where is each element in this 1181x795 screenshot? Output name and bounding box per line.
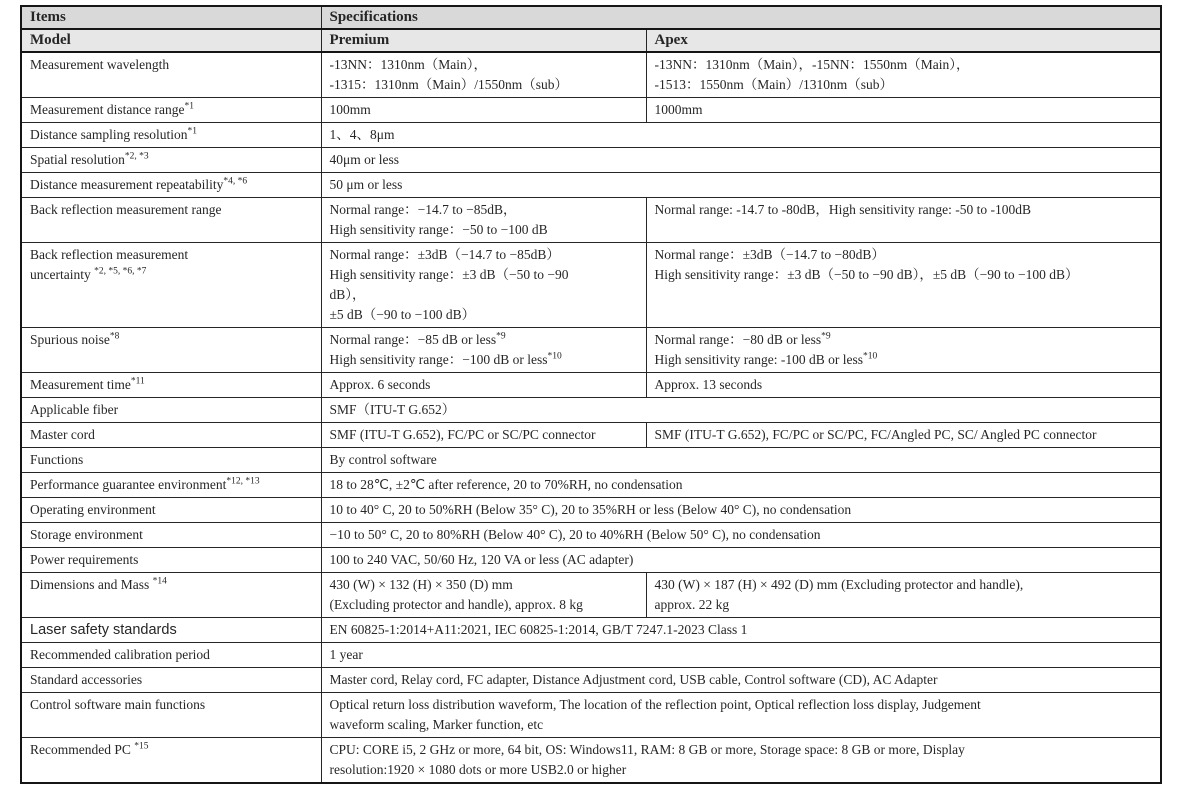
text-line: Back reflection measurement range xyxy=(30,202,222,217)
apex-cell xyxy=(646,98,1161,123)
text-line: 1 year xyxy=(329,647,363,662)
text-line: resolution:1920 × 1080 dots or more USB2.0 or higher xyxy=(329,762,627,777)
text-line: -13NN：1310nm（Main）， xyxy=(329,57,487,72)
text-line: 100 to 240 VAC, 50/60 Hz, 120 VA or less (AC adapter) xyxy=(329,552,634,567)
text-line: High sensitivity range：−100 dB or less$^{*10}$ xyxy=(329,351,562,367)
text-line: Optical return loss distribution waveform, The location of the reflection point, Optical reflection loss display, Judgement xyxy=(329,697,981,712)
text-line: Measurement time$^{*11}$ xyxy=(30,376,145,392)
text-line: Recommended calibration period xyxy=(30,647,210,662)
premium-cell xyxy=(321,198,646,243)
footnote-marker: *10 xyxy=(547,351,562,362)
item-cell xyxy=(21,548,321,573)
text-line: Normal range：−80 dB or less$^{*9}$ xyxy=(654,331,831,347)
header-row-items xyxy=(21,6,1161,29)
text-line: Master cord xyxy=(30,427,95,442)
text-line: −10 to 50° C, 20 to 80%RH (Below 40° C), 20 to 40%RH (Below 50° C), no condensation xyxy=(329,527,821,542)
footnote-marker: *1 xyxy=(184,101,194,112)
premium-cell xyxy=(321,328,646,373)
header-specifications: Specifications xyxy=(321,6,1161,29)
text-line: 10 to 40° C, 20 to 50%RH (Below 35° C), 20 to 35%RH or less (Below 40° C), no condensation xyxy=(329,502,852,517)
text-line: uncertainty $^{*2, *5, *6, *7}$ xyxy=(30,266,147,282)
item-cell xyxy=(21,668,321,693)
text-line: 50 μm or less xyxy=(329,177,403,192)
footnote-marker: *9 xyxy=(821,331,831,342)
table-row xyxy=(21,198,1161,243)
apex-cell xyxy=(646,573,1161,618)
item-cell xyxy=(21,373,321,398)
text-line: Applicable fiber xyxy=(30,402,119,417)
text-line: Normal range：±3dB（−14.7 to −85dB） xyxy=(329,247,560,262)
text-line: Spatial resolution$^{*2, *3}$ xyxy=(30,151,149,167)
text-line: approx. 22 kg xyxy=(654,597,730,612)
spec-cell xyxy=(321,123,1161,148)
footnote-marker: *10 xyxy=(862,351,878,362)
text-line: Spurious noise$^{*8}$ xyxy=(30,331,120,347)
item-cell xyxy=(21,693,321,738)
table-header xyxy=(21,6,1161,52)
footnote-marker: *14 xyxy=(152,576,167,587)
spec-cell xyxy=(321,173,1161,198)
spec-cell xyxy=(321,738,1161,784)
item-cell xyxy=(21,398,321,423)
text-line: Normal range：±3dB（−14.7 to −80dB） xyxy=(654,247,885,262)
item-cell xyxy=(21,523,321,548)
text-line: dB）， xyxy=(329,287,366,302)
text-line: Control software main functions xyxy=(30,697,206,712)
premium-cell xyxy=(321,98,646,123)
text-line: SMF (ITU-T G.652), FC/PC or SC/PC connector xyxy=(329,427,596,442)
table-row xyxy=(21,448,1161,473)
text-line: 100mm xyxy=(329,102,371,117)
footnote-marker: *12, *13 xyxy=(226,476,260,487)
header-items: Items xyxy=(21,6,321,29)
item-cell xyxy=(21,738,321,784)
table-row xyxy=(21,173,1161,198)
footnote-marker: *1 xyxy=(187,126,197,137)
apex-cell xyxy=(646,328,1161,373)
spec-cell xyxy=(321,548,1161,573)
text-line: Performance guarantee environment$^{*12, *13}$ xyxy=(30,476,260,492)
text-line: Measurement wavelength xyxy=(30,57,170,72)
footnote-marker: *8 xyxy=(109,331,120,342)
apex-cell xyxy=(646,52,1161,98)
item-cell xyxy=(21,123,321,148)
premium-cell xyxy=(321,573,646,618)
text-line: 430 (W) × 187 (H) × 492 (D) mm (Excluding protector and handle), xyxy=(654,577,1024,592)
text-line: SMF (ITU-T G.652), FC/PC or SC/PC, FC/Angled PC, SC/ Angled PC connector xyxy=(654,427,1097,442)
header-model: Model xyxy=(21,29,321,52)
item-cell xyxy=(21,448,321,473)
spec-cell xyxy=(321,643,1161,668)
text-line: Normal range: -14.7 to -80dB，High sensitivity range: -50 to -100dB xyxy=(654,202,1031,217)
text-line: -1315：1310nm（Main）/1550nm（sub） xyxy=(329,77,568,92)
table-row xyxy=(21,498,1161,523)
table-row xyxy=(21,148,1161,173)
spec-cell xyxy=(321,148,1161,173)
text-line: Distance measurement repeatability$^{*4, *6}$ xyxy=(30,176,248,192)
text-line: Operating environment xyxy=(30,502,156,517)
table-row xyxy=(21,738,1161,784)
item-cell xyxy=(21,148,321,173)
text-line: 1000mm xyxy=(654,102,703,117)
footnote-marker: *4, *6 xyxy=(223,176,248,187)
text-line: High sensitivity range: -100 dB or less$^{*10}$ xyxy=(654,351,878,367)
table-row xyxy=(21,398,1161,423)
apex-cell xyxy=(646,243,1161,328)
text-line: 430 (W) × 132 (H) × 350 (D) mm xyxy=(329,577,513,592)
footnote-marker: *15 xyxy=(134,741,149,752)
apex-cell xyxy=(646,373,1161,398)
spec-cell xyxy=(321,618,1161,643)
header-premium: Premium xyxy=(321,29,646,52)
table-row xyxy=(21,548,1161,573)
text-line: Functions xyxy=(30,452,84,467)
table-row xyxy=(21,523,1161,548)
text-line: Approx. 6 seconds xyxy=(329,377,431,392)
text-line: High sensitivity range：±3 dB（−50 to −90 xyxy=(329,267,569,282)
premium-cell xyxy=(321,423,646,448)
text-line: waveform scaling, Marker function, etc xyxy=(329,717,544,732)
text-line: (Excluding protector and handle), approx. 8 kg xyxy=(329,597,583,612)
table-row xyxy=(21,243,1161,328)
item-cell xyxy=(21,618,321,643)
spec-cell xyxy=(321,448,1161,473)
table-row xyxy=(21,52,1161,98)
text-line: 40μm or less xyxy=(329,152,399,167)
text-line: 1、4、8μm xyxy=(329,127,395,142)
text-line: ±5 dB（−90 to −100 dB） xyxy=(329,307,476,322)
text-line: Storage environment xyxy=(30,527,143,542)
item-cell xyxy=(21,423,321,448)
table-row xyxy=(21,473,1161,498)
premium-cell xyxy=(321,52,646,98)
item-cell xyxy=(21,473,321,498)
apex-cell xyxy=(646,423,1161,448)
spec-cell xyxy=(321,498,1161,523)
table-row xyxy=(21,123,1161,148)
table-row xyxy=(21,423,1161,448)
table-row xyxy=(21,693,1161,738)
text-line: Normal range：−85 dB or less$^{*9}$ xyxy=(329,331,506,347)
spec-cell xyxy=(321,523,1161,548)
item-cell xyxy=(21,98,321,123)
table-body xyxy=(21,52,1161,783)
footnote-marker: *9 xyxy=(496,331,506,342)
footnote-marker: *11 xyxy=(130,376,145,387)
text-line: CPU: CORE i5, 2 GHz or more, 64 bit, OS: Windows11, RAM: 8 GB or more, Storage space: 8 GB or more, Display xyxy=(329,742,965,757)
text-line: -13NN：1310nm（Main），-15NN：1550nm（Main）， xyxy=(654,57,970,72)
text-line: Approx. 13 seconds xyxy=(654,377,763,392)
item-cell xyxy=(21,573,321,618)
item-cell xyxy=(21,198,321,243)
text-line: High sensitivity range：±3 dB（−50 to −90 dB），±5 dB（−90 to −100 dB） xyxy=(654,267,1079,282)
table-row xyxy=(21,373,1161,398)
text-line: EN 60825-1:2014+A11:2021, IEC 60825-1:2014, GB/T 7247.1-2023 Class 1 xyxy=(329,622,748,637)
item-cell xyxy=(21,498,321,523)
text-line: SMF（ITU-T G.652） xyxy=(329,402,456,417)
table-row xyxy=(21,98,1161,123)
text-line: 18 to 28℃, ±2℃ after reference, 20 to 70%RH, no condensation xyxy=(329,477,683,492)
text-line: -1513：1550nm（Main）/1310nm（sub） xyxy=(654,77,893,92)
footnote-marker: *2, *3 xyxy=(124,151,149,162)
table-row xyxy=(21,328,1161,373)
table-row xyxy=(21,573,1161,618)
item-cell xyxy=(21,52,321,98)
table-row xyxy=(21,643,1161,668)
text-line: Power requirements xyxy=(30,552,139,567)
table-row xyxy=(21,668,1161,693)
table-row xyxy=(21,618,1161,643)
spec-cell xyxy=(321,398,1161,423)
item-cell xyxy=(21,243,321,328)
text-line: Dimensions and Mass $^{*14}$ xyxy=(30,576,167,592)
text-line: Normal range：−14.7 to −85dB， xyxy=(329,202,517,217)
premium-cell xyxy=(321,373,646,398)
text-line: High sensitivity range：−50 to −100 dB xyxy=(329,222,548,237)
footnote-marker: *2, *5, *6, *7 xyxy=(94,266,147,277)
header-apex: Apex xyxy=(646,29,1161,52)
apex-cell xyxy=(646,198,1161,243)
spec-cell xyxy=(321,693,1161,738)
header-row-model xyxy=(21,29,1161,52)
spec-cell xyxy=(321,473,1161,498)
text-line: By control software xyxy=(329,452,437,467)
text-line: Distance sampling resolution$^{*1}$ xyxy=(30,126,197,142)
text-line: Standard accessories xyxy=(30,672,143,687)
text-line: Back reflection measurement xyxy=(30,247,189,262)
item-cell xyxy=(21,643,321,668)
item-cell xyxy=(21,173,321,198)
text-line: Measurement distance range$^{*1}$ xyxy=(30,101,194,117)
text-line: Laser safety standards xyxy=(30,622,177,638)
specifications-table xyxy=(20,5,1162,784)
text-line: Master cord, Relay cord, FC adapter, Distance Adjustment cord, USB cable, Control software (CD), AC Adapter xyxy=(329,672,938,687)
spec-cell xyxy=(321,668,1161,693)
text-line: Recommended PC $^{*15}$ xyxy=(30,741,149,757)
premium-cell xyxy=(321,243,646,328)
item-cell xyxy=(21,328,321,373)
